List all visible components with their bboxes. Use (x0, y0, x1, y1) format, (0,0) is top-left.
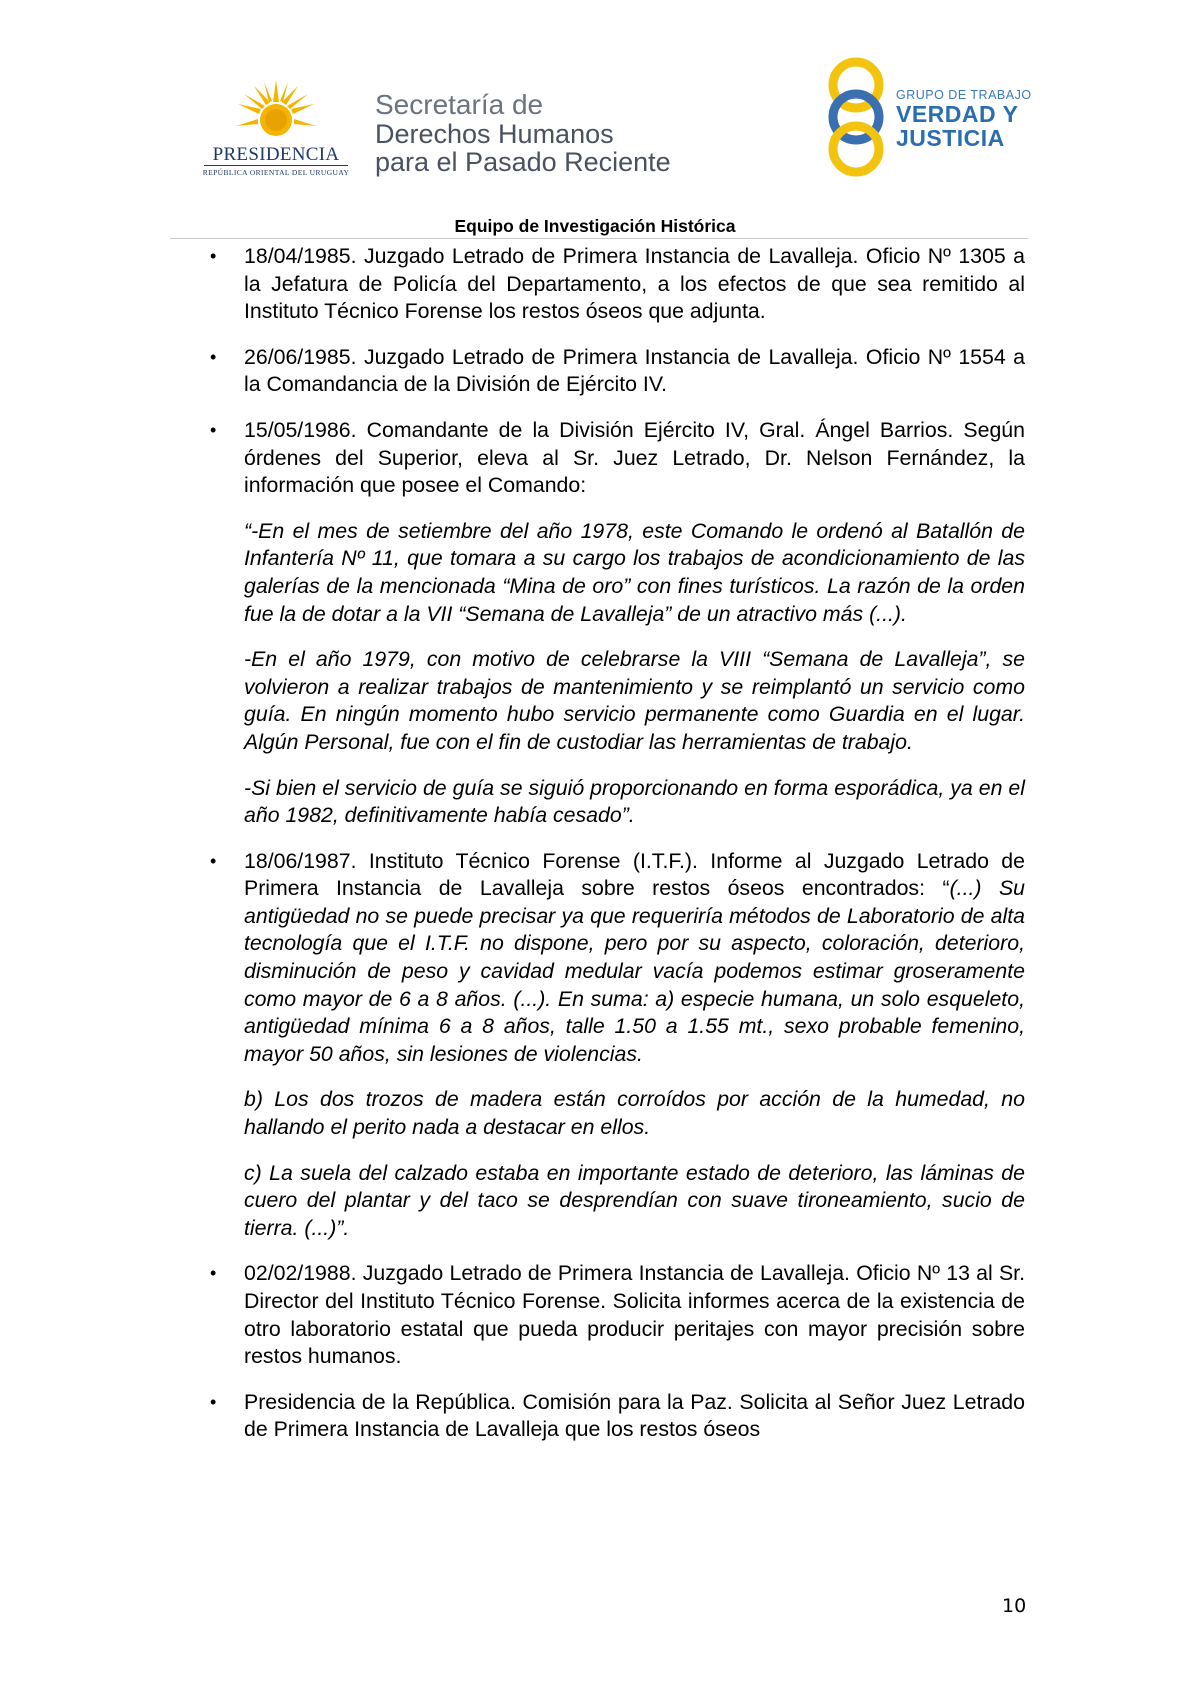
item-text (244, 848, 1025, 1069)
item-text: 02/02/1988. Juzgado Letrado de Primera Instancia de Lavalleja. Oficio Nº 13 al Sr. Director del Instituto Técnico Forense. Solicita informes acerca de la existencia de otro laboratorio estatal que pueda producir peritajes con mayor precisión sobre restos humanos. (244, 1261, 1025, 1369)
grupo-trabajo-logo-text (896, 88, 1032, 150)
secretaria-line2: Derechos Humanos (375, 119, 614, 149)
item-text: 26/06/1985. Juzgado Letrado de Primera Instancia de Lavalleja. Oficio Nº 1554 a la Comandancia de la División de Ejército IV. (244, 344, 1025, 397)
item-text: 18/04/1985. Juzgado Letrado de Primera Instancia de Lavalleja. Oficio Nº 1305 a la Jefatura de Policía del Departamento, a los efectos de que sea remitido al Instituto Técnico Forense los restos óseos que adjunta. (244, 244, 1025, 324)
list-item (210, 417, 1025, 500)
list-item (210, 344, 1025, 399)
quote-paragraph: b) Los dos trozos de madera están corroídos por acción de la humedad, no hallando el perito nada a destacar en ellos. (244, 1087, 1025, 1140)
item-text: 15/05/1986. Comandante de la División Ejército IV, Gral. Ángel Barrios. Según órdenes del Superior, eleva al Sr. Juez Letrado, Dr. Nelson Fernández, la información que posee el Comando: (244, 417, 1025, 498)
grupo-line2: VERDAD Y (896, 101, 1019, 127)
bullet: • (210, 1263, 217, 1284)
item-text: Presidencia de la República. Comisión para la Paz. Solicita al Señor Juez Letrado de Primera Instancia de Lavalleja que los restos óseos (244, 1389, 1025, 1442)
quote-paragraph: “-En el mes de setiembre del año 1978, este Comando le ordenó al Batallón de Infantería Nº 11, que tomara a su cargo los trabajos de acondicionamiento de las galerías de la mencionada “Mina de oro” con fines turísticos. La razón de la orden fue la de dotar a la VII “Semana de Lavalleja” de un atractivo más (...). (244, 518, 1025, 626)
item-text-plain: 18/06/1987. Instituto Técnico Forense (I.T.F.). Informe al Juzgado Letrado de Primera Instancia de Lavalleja sobre restos óseos encontrados: “ (244, 848, 1025, 901)
secretaria-logo-text (375, 90, 671, 176)
secretaria-line1: Secretaría de (375, 89, 544, 120)
quote-paragraph: -Si bien el servicio de guía se siguió proporcionando en forma esporádica, ya en el año 1982, definitivamente había cesado”. (244, 775, 1025, 828)
document-body (210, 243, 1026, 1444)
sun-icon (236, 80, 316, 146)
bullet: • (210, 1391, 217, 1412)
header-divider (170, 238, 1028, 239)
item-text-italic: (...) Su antigüedad no se puede precisar ya que requeriría métodos de Laboratorio de alta tecnología que el I.T.F. no dispone, pero por su aspecto, coloración, deterioro, disminución de peso y cavidad medular vacía podemos estimar groseramente como mayor de 6 a 8 años. (...). En suma: a) especie humana, un solo esqueleto, antigüedad mínima 6 a 8 años, talle 1.50 a 1.55 mt., sexo probable femenino, mayor 50 años, sin lesiones de violencias. (244, 876, 1026, 1066)
grupo-line3: JUSTICIA (896, 125, 1005, 151)
list-item (210, 848, 1026, 1069)
quote-paragraph: c) La suela del calzado estaba en importante estado de deterioro, las láminas de cuero del plantar y del taco se desprendían con suave tironeamiento, sucio de tierra. (...)”. (244, 1160, 1025, 1240)
quote-paragraph: -En el año 1979, con motivo de celebrarse la VIII “Semana de Lavalleja”, se volvieron a realizar trabajos de mantenimiento y se reimplantó un servicio como guía. En ningún momento hubo servicio permanente como Guardia en el lugar. Algún Personal, fue con el fin de custodiar las herramientas de trabajo. (244, 647, 1025, 754)
list-item (210, 1260, 1025, 1370)
team-title: Equipo de Investigación Histórica (454, 216, 736, 236)
bullet: • (210, 419, 217, 440)
presidencia-subtitle: REPÚBLICA ORIENTAL DEL URUGUAY (202, 168, 350, 177)
bullet: • (210, 246, 217, 266)
rings-logo-icon (818, 55, 898, 180)
grupo-line1: GRUPO DE TRABAJO (896, 88, 1032, 102)
secretaria-line3: para el Pasado Reciente (375, 147, 671, 177)
bullet: • (210, 346, 217, 367)
list-item (210, 1389, 1025, 1444)
list-item (210, 243, 1025, 326)
presidencia-logo (196, 80, 356, 180)
bullet: • (210, 850, 217, 871)
page-number: 10 (1002, 1595, 1027, 1617)
presidencia-name: PRESIDENCIA (212, 144, 340, 165)
